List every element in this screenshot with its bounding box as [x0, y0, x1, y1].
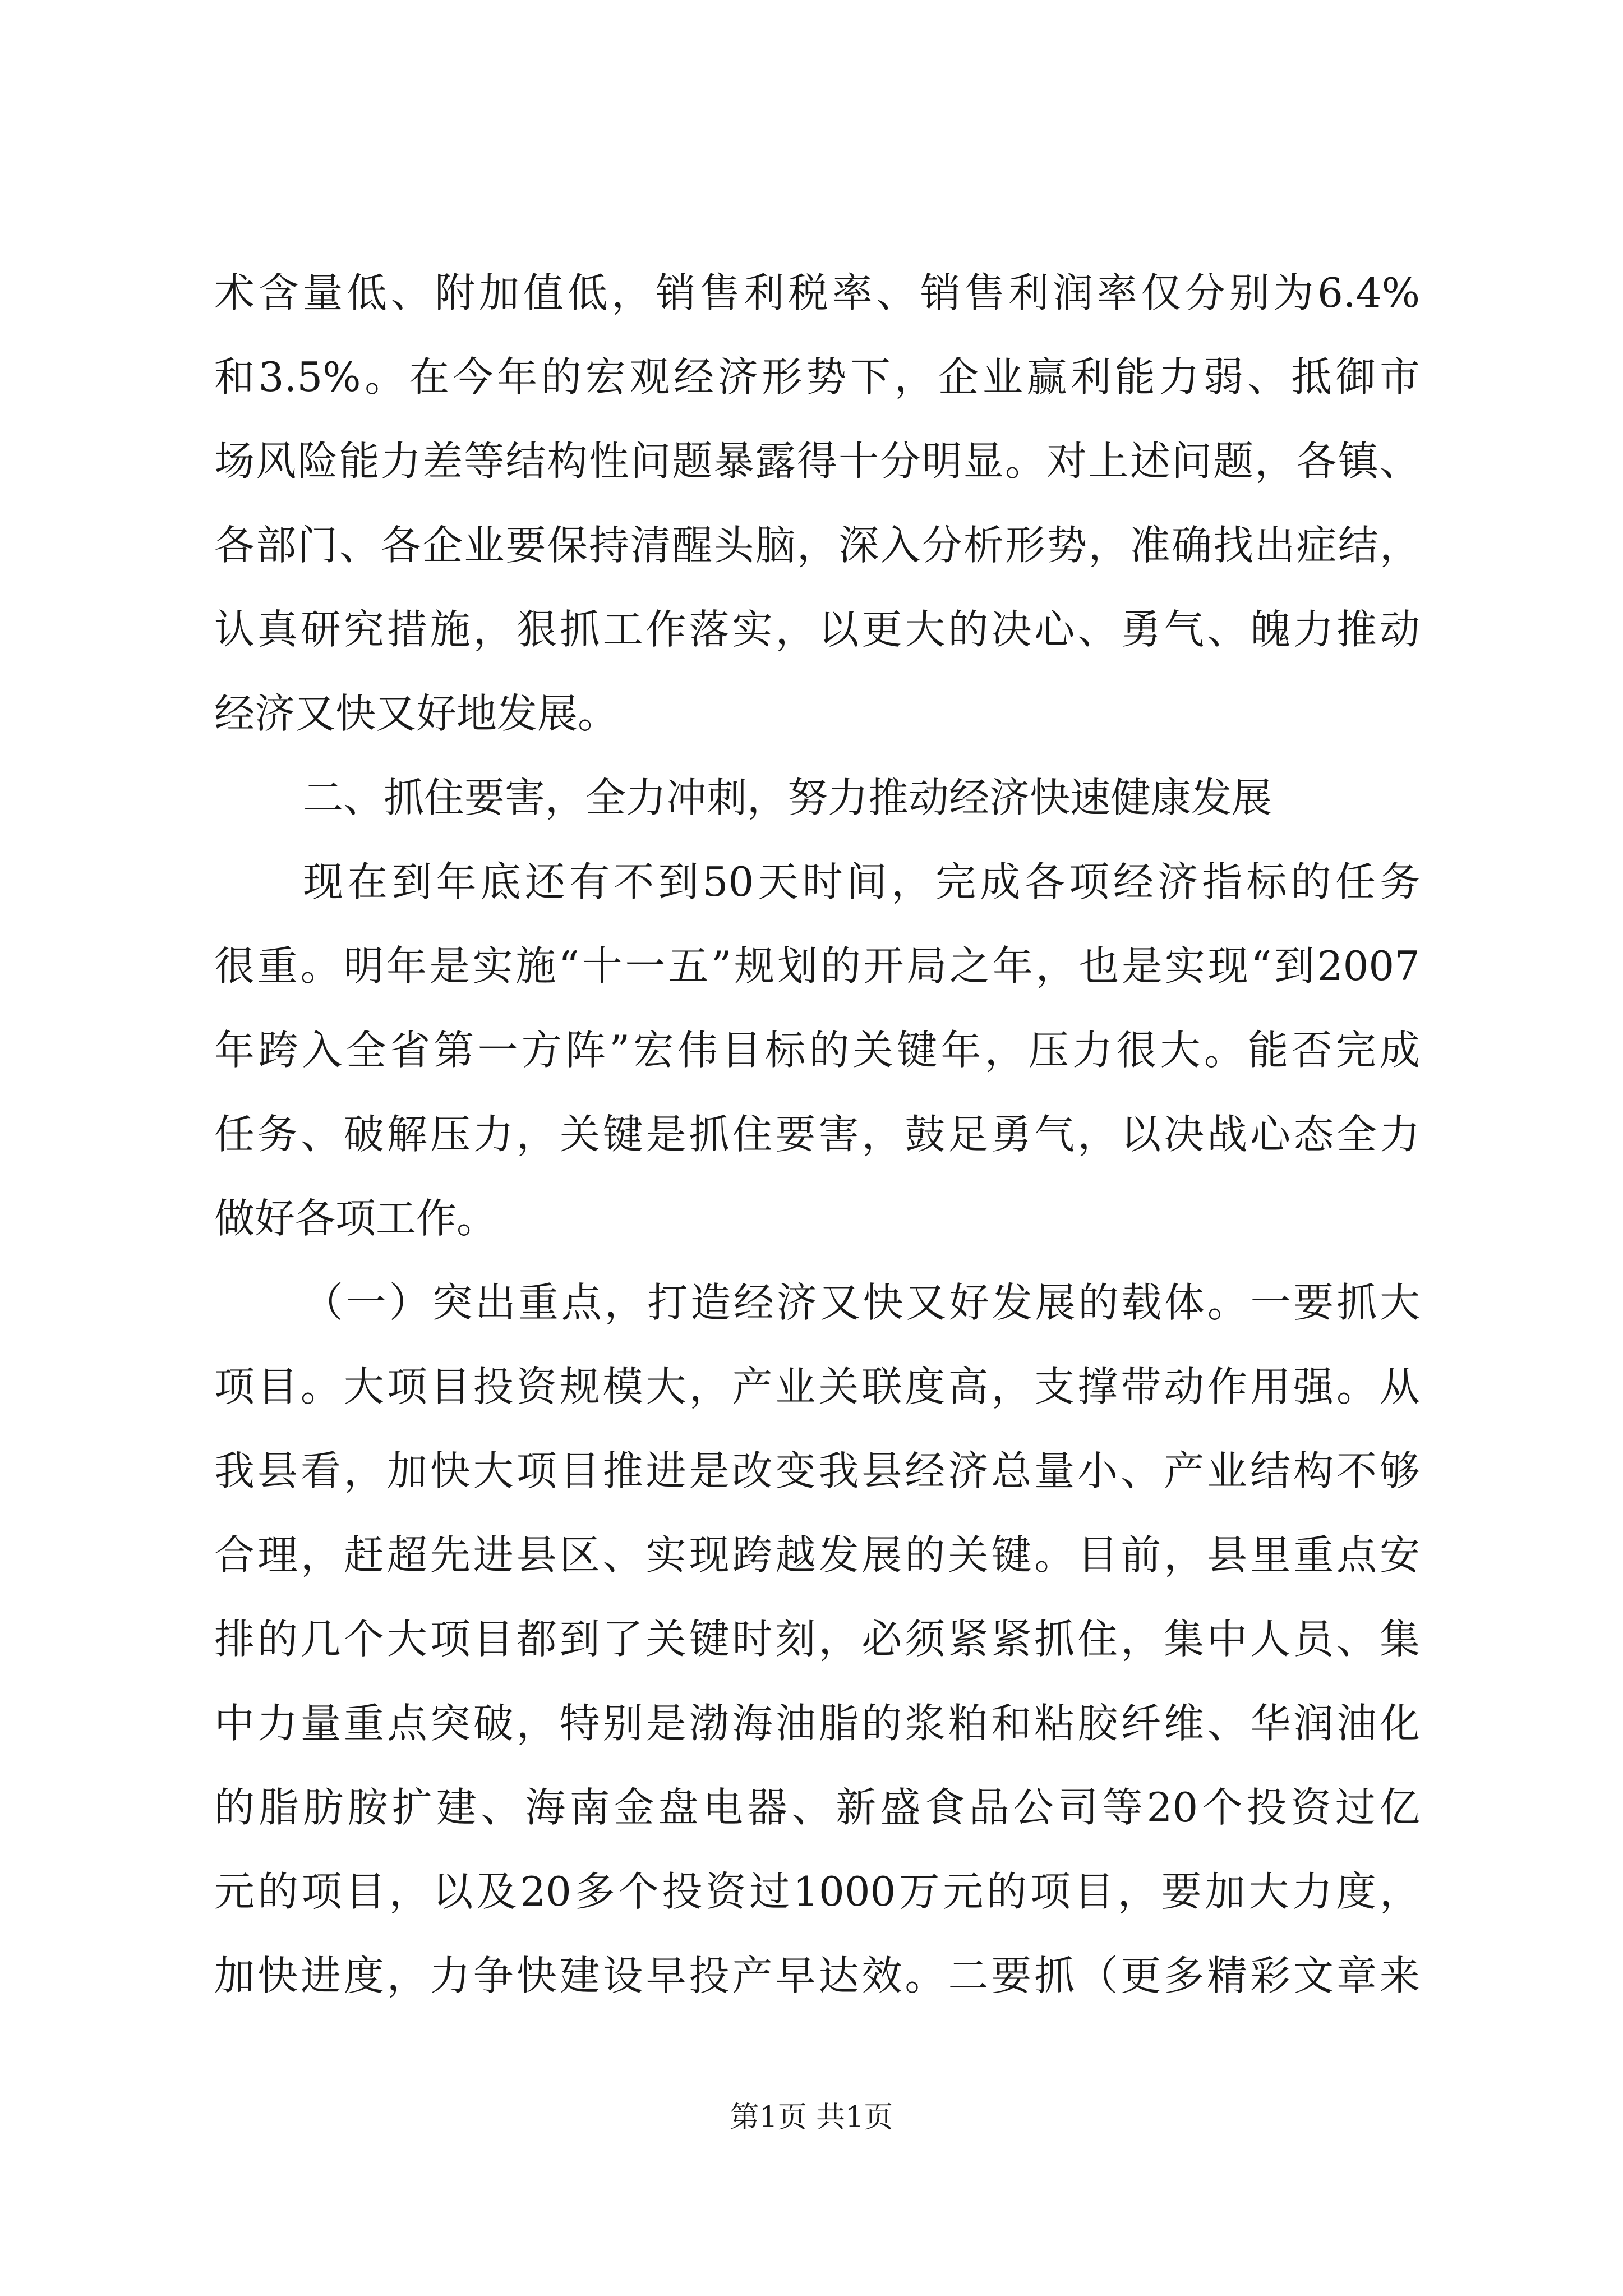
- text-line-10: 年跨入全省第一方阵”宏伟目标的关键年，压力很大。能否完成: [214, 1027, 1420, 1074]
- text-line-11: 任务、破解压力，关键是抓住要害，鼓足勇气，以决战心态全力: [214, 1111, 1420, 1158]
- text-line-18: 中力量重点突破，特别是渤海油脂的浆粕和粘胶纤维、华润油化: [214, 1700, 1420, 1747]
- text-line-20: 元的项目，以及20多个投资过1000万元的项目，要加大力度，: [214, 1868, 1420, 1915]
- text-line-14: 项目。大项目投资规模大，产业关联度高，支撑带动作用强。从: [214, 1363, 1420, 1410]
- text-line-1: 术含量低、附加值低，销售利税率、销售利润率仅分别为6.4%: [214, 269, 1420, 316]
- text-line-13: （一）突出重点，打造经济又快又好发展的载体。一要抓大: [303, 1279, 1420, 1326]
- text-line-3: 场风险能力差等结构性问题暴露得十分明显。对上述问题，各镇、: [214, 438, 1420, 485]
- page-footer: 第1页 共1页: [730, 2101, 893, 2134]
- text-line-16: 合理，赶超先进县区、实现跨越发展的关键。目前，县里重点安: [214, 1531, 1420, 1579]
- section-heading: 二、抓住要害，全力冲刺，努力推动经济快速健康发展: [303, 774, 1272, 821]
- text-line-15: 我县看，加快大项目推进是改变我县经济总量小、产业结构不够: [214, 1447, 1420, 1494]
- text-line-19: 的脂肪胺扩建、海南金盘电器、新盛食品公司等20个投资过亿: [214, 1784, 1420, 1831]
- text-line-8: 现在到年底还有不到50天时间，完成各项经济指标的任务: [303, 858, 1420, 905]
- text-line-4: 各部门、各企业要保持清醒头脑，深入分析形势，准确找出症结，: [214, 522, 1420, 569]
- text-line-6: 经济又快又好地发展。: [214, 690, 619, 737]
- text-line-12: 做好各项工作。: [214, 1195, 497, 1242]
- text-line-17: 排的几个大项目都到了关键时刻，必须紧紧抓住，集中人员、集: [214, 1616, 1420, 1663]
- text-line-2: 和3.5%。在今年的宏观经济形势下，企业赢利能力弱、抵御市: [214, 353, 1420, 401]
- text-line-9: 很重。明年是实施“十一五”规划的开局之年，也是实现“到2007: [214, 942, 1420, 990]
- text-line-5: 认真研究措施，狠抓工作落实，以更大的决心、勇气、魄力推动: [214, 606, 1420, 653]
- text-line-21: 加快进度，力争快建设早投产早达效。二要抓（更多精彩文章来: [214, 1952, 1420, 1999]
